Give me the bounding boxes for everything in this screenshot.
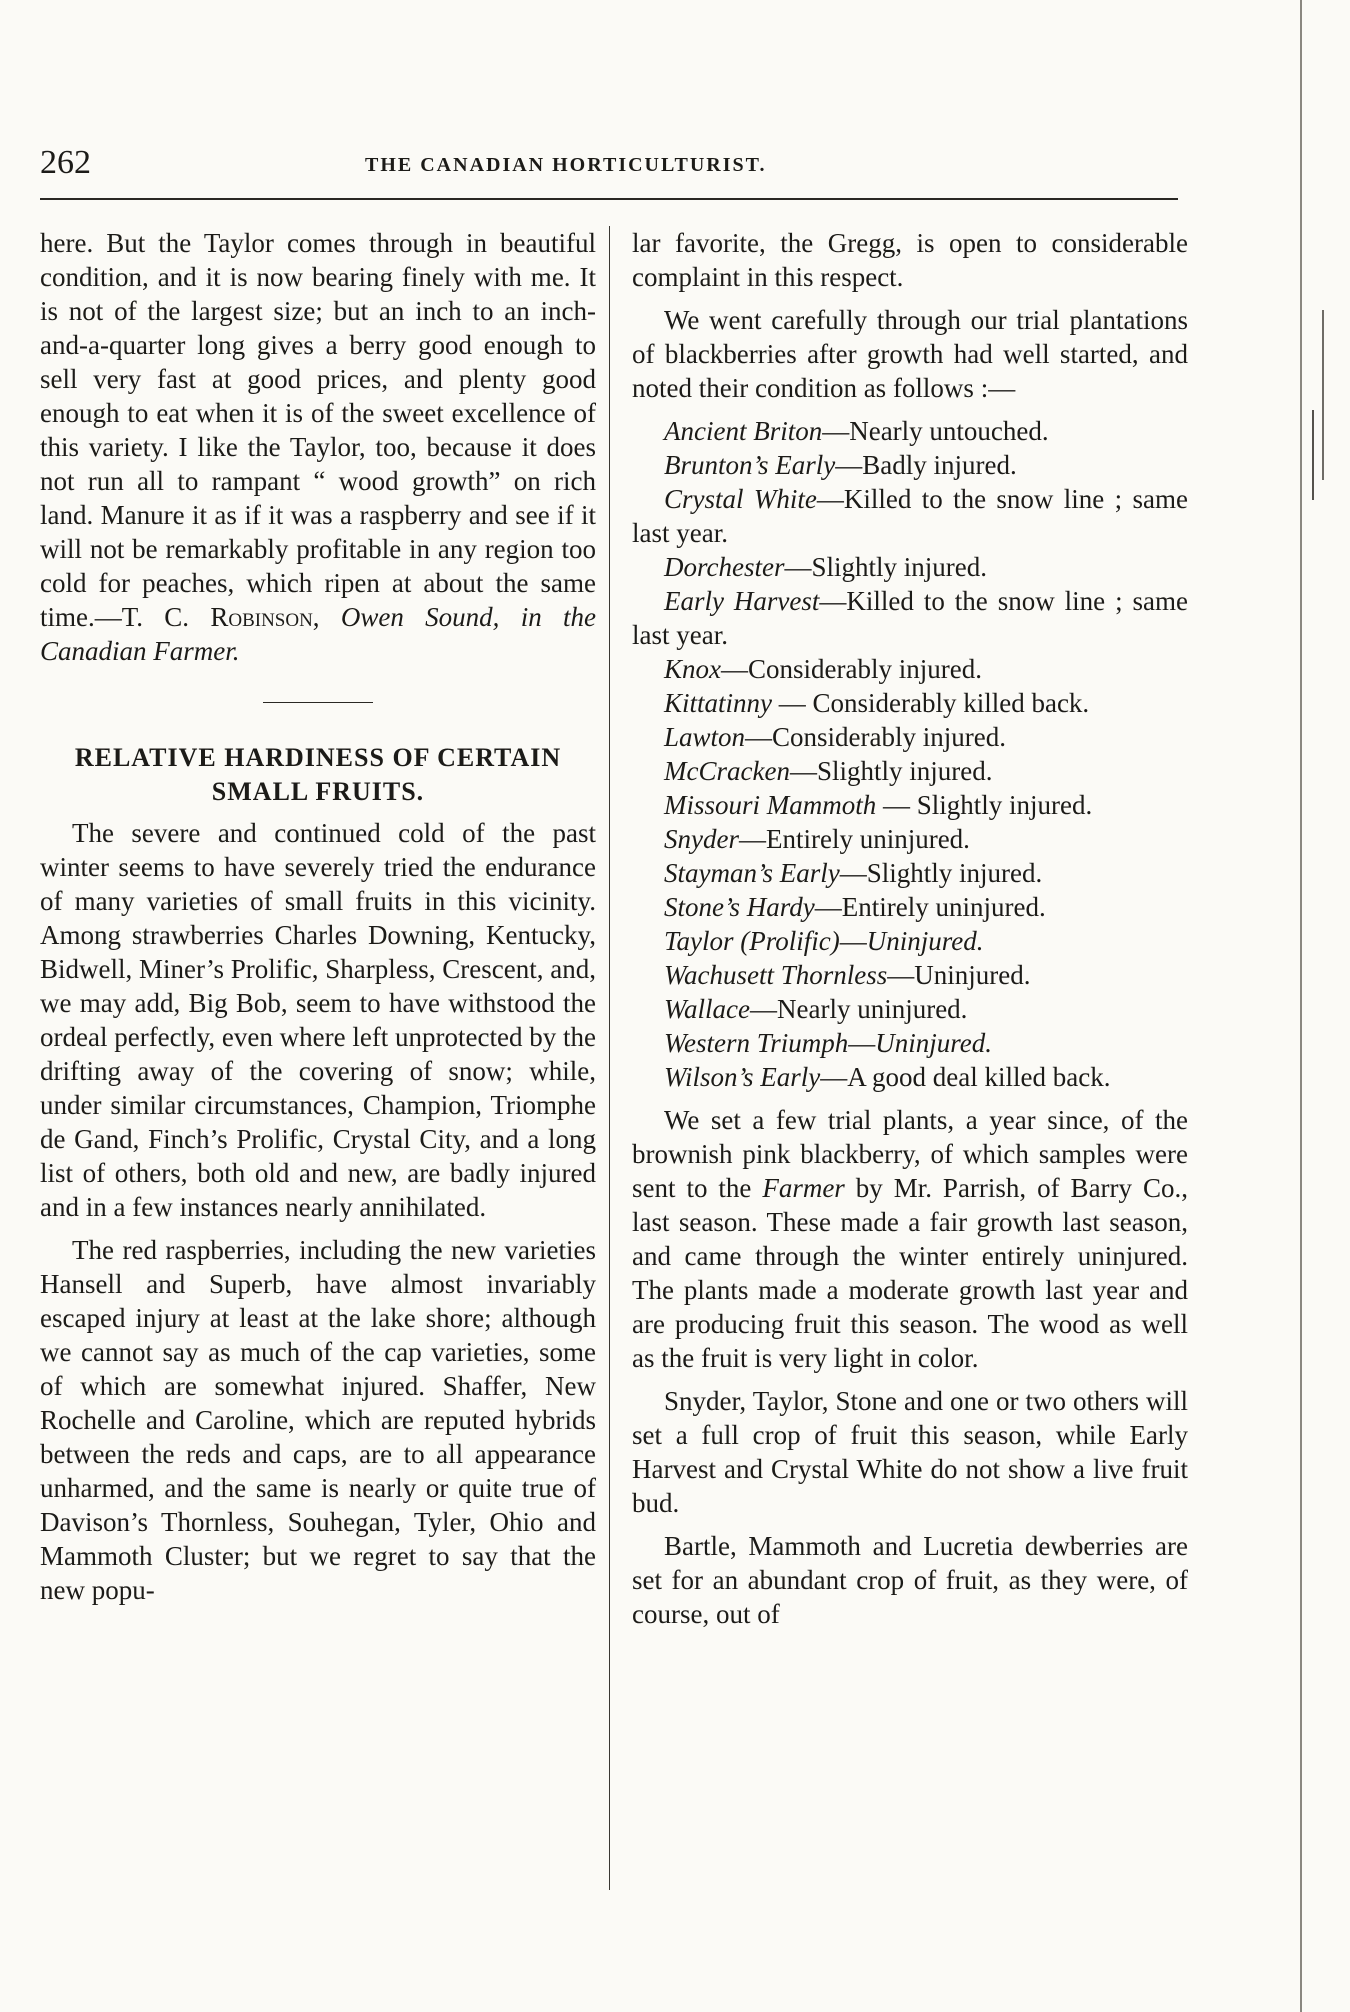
variety-name: Wallace (664, 994, 750, 1024)
variety-name: Wachusett Thornless (664, 960, 888, 990)
variety-entry (632, 924, 1188, 958)
variety-name: Stone’s Hardy (664, 892, 815, 922)
author-source: Owen Sound, in the Canadian Farmer. (40, 602, 596, 666)
variety-condition: Badly injured. (862, 450, 1017, 480)
entry-separator: — (772, 688, 813, 718)
variety-name: Stayman’s Early (664, 858, 840, 888)
variety-entry (632, 720, 1188, 754)
variety-condition: Uninjured. (914, 960, 1031, 990)
variety-entry (632, 1060, 1188, 1094)
variety-name: Missouri Mammoth (664, 790, 877, 820)
article-paragraph: The red raspberries, including the new varieties Hansell and Superb, have almost invariably escaped injury at least at the lake shore; although we cannot say as much of the cap varieties, some of which are somewhat injured. Shaffer, New Rochelle and Caroline, which are reputed hybrids between the reds and caps, are to all appearance unharmed, and the same is nearly or quite true of Davison’s Thornless, Souhegan, Tyler, Ohio and Mammoth Cluster; but we regret to say that the new popu- (40, 1235, 596, 1605)
variety-condition: Slightly injured. (916, 790, 1093, 820)
entry-separator: — (721, 654, 748, 684)
article-paragraph: Snyder, Taylor, Stone and one or two others will set a full crop of fruit this season, while Early Harvest and Crystal White do not show a live fruit bud. (632, 1386, 1188, 1518)
variety-name: Knox (664, 654, 721, 684)
variety-entry (632, 822, 1188, 856)
variety-entry (632, 992, 1188, 1026)
variety-condition: A good deal killed back. (847, 1062, 1111, 1092)
entry-separator: — (835, 450, 863, 480)
variety-entry (632, 958, 1188, 992)
variety-entry (632, 890, 1188, 924)
variety-name: Snyder (664, 824, 739, 854)
entry-separator: — (848, 1028, 876, 1058)
variety-name: Dorchester (664, 552, 785, 582)
entry-separator: — (789, 756, 817, 786)
variety-list (632, 414, 1188, 1094)
variety-name: Wilson’s Early (664, 1062, 821, 1092)
variety-name: McCracken (664, 756, 790, 786)
entry-separator: — (749, 994, 777, 1024)
article-paragraph (632, 1103, 1188, 1375)
variety-name: Kittatinny (664, 688, 772, 718)
publication-name: Farmer (762, 1173, 845, 1203)
entry-separator: — (820, 1062, 848, 1092)
variety-name: Ancient Briton (664, 416, 823, 446)
variety-condition: Uninjured. (866, 926, 984, 956)
variety-entry (632, 788, 1188, 822)
right-column (632, 226, 1188, 1640)
variety-condition: Killed to the snow line ; same last year. (632, 586, 1189, 650)
variety-condition: Entirely uninjured. (841, 892, 1046, 922)
entry-separator: — (738, 824, 766, 854)
variety-name: Crystal White (664, 484, 817, 514)
variety-condition: Considerably injured. (772, 722, 1006, 752)
entry-separator: — (839, 926, 867, 956)
variety-entry (632, 754, 1188, 788)
variety-condition: Uninjured. (875, 1028, 993, 1058)
variety-condition: Nearly untouched. (849, 416, 1049, 446)
paragraph-text: We set a few trial plants, a year since, of the brownish pink blackberry, of which samples were sent to the (632, 1105, 1188, 1203)
variety-condition: Killed to the snow line ; same last year. (632, 484, 1188, 548)
paragraph-text: by Mr. Parrish, of Barry Co., last season. These made a fair growth last season, and came through the winter entirely uninjured. The plants made a moderate growth last year and are producing fruit this season. The wood as well as the fruit is very light in color. (632, 1173, 1188, 1373)
variety-name: Early Harvest (664, 586, 820, 616)
variety-entry (632, 856, 1188, 890)
column-divider (609, 226, 610, 1890)
variety-entry (632, 482, 1188, 550)
intro-text: here. But the Taylor comes through in beautiful condition, and it is now bearing finely with me. It is not of the largest size; but an inch to an inch-and-a-quarter long gives a berry good enough to sell very fast at good prices, and plenty good enough to eat when it is of the sweet excellence of this variety. I like the Taylor, too, because it does not run all to rampant “ wood growth” on rich land. Manure it as if it was a raspberry and see if it will not be remarkably profitable in any region too cold for peaches, which ripen at about the same time.— (40, 228, 596, 632)
header-rule (40, 198, 1178, 200)
variety-condition: Slightly injured. (811, 552, 987, 582)
variety-name: Lawton (664, 722, 746, 752)
entry-separator: — (876, 790, 917, 820)
variety-condition: Considerably killed back. (812, 688, 1090, 718)
variety-condition: Slightly injured. (866, 858, 1043, 888)
entry-separator: — (822, 416, 850, 446)
variety-name: Western Triumph (664, 1028, 849, 1058)
entry-separator: — (819, 586, 847, 616)
variety-entry (632, 448, 1188, 482)
variety-entry (632, 550, 1188, 584)
article-heading: RELATIVE HARDINESS OF CERTAIN SMALL FRUITS. (74, 743, 562, 806)
entry-separator: — (816, 484, 844, 514)
entry-separator: — (887, 960, 915, 990)
variety-entry (632, 1026, 1188, 1060)
variety-entry (632, 584, 1188, 652)
scan-edge-mark (1312, 410, 1314, 500)
variety-condition: Nearly uninjured. (776, 994, 968, 1024)
variety-name: Brunton’s Early (664, 450, 836, 480)
variety-condition: Entirely uninjured. (765, 824, 970, 854)
variety-entry (632, 686, 1188, 720)
article-paragraph: Bartle, Mammoth and Lucretia dewberries are set for an abundant crop of fruit, as they were, of course, out of (632, 1531, 1188, 1629)
scan-edge-mark (1300, 0, 1302, 2012)
variety-condition: Considerably injured. (748, 654, 982, 684)
scan-edge-mark (1322, 310, 1324, 480)
entry-separator: — (784, 552, 812, 582)
article-paragraph: The severe and continued cold of the past winter seems to have severely tried the endurance of many varieties of small fruits in this vicinity. Among strawberries Charles Downing, Kentucky, Bidwell, Miner’s Prolific, Sharpless, Crescent, and, we may add, Big Bob, seem to have withstood the ordeal perfectly, even where left unprotected by the drifting away of the covering of snow; while, under similar circumstances, Champion, Triomphe de Gand, Finch’s Prolific, Crystal City, and a long list of others, both old and new, are badly injured and in a few instances nearly annihilated. (40, 818, 596, 1222)
variety-condition: Slightly injured. (816, 756, 993, 786)
author-name: T. C. Robinson, (121, 602, 320, 632)
entry-separator: — (745, 722, 773, 752)
page-number: 262 (40, 144, 91, 181)
left-column (40, 226, 596, 1616)
list-intro-paragraph: We went carefully through our trial plantations of blackberries after growth had well started, and noted their condition as follows :— (632, 305, 1188, 403)
page-header (40, 138, 1178, 188)
entry-separator: — (839, 858, 867, 888)
variety-name: Taylor (Prolific) (664, 926, 840, 956)
section-divider (263, 702, 373, 703)
variety-entry (632, 414, 1188, 448)
running-title: THE CANADIAN HORTICULTURIST. (365, 154, 767, 176)
intro-paragraph (40, 226, 596, 668)
entry-separator: — (814, 892, 842, 922)
continued-paragraph: lar favorite, the Gregg, is open to considerable complaint in this respect. (632, 228, 1188, 292)
variety-entry (632, 652, 1188, 686)
